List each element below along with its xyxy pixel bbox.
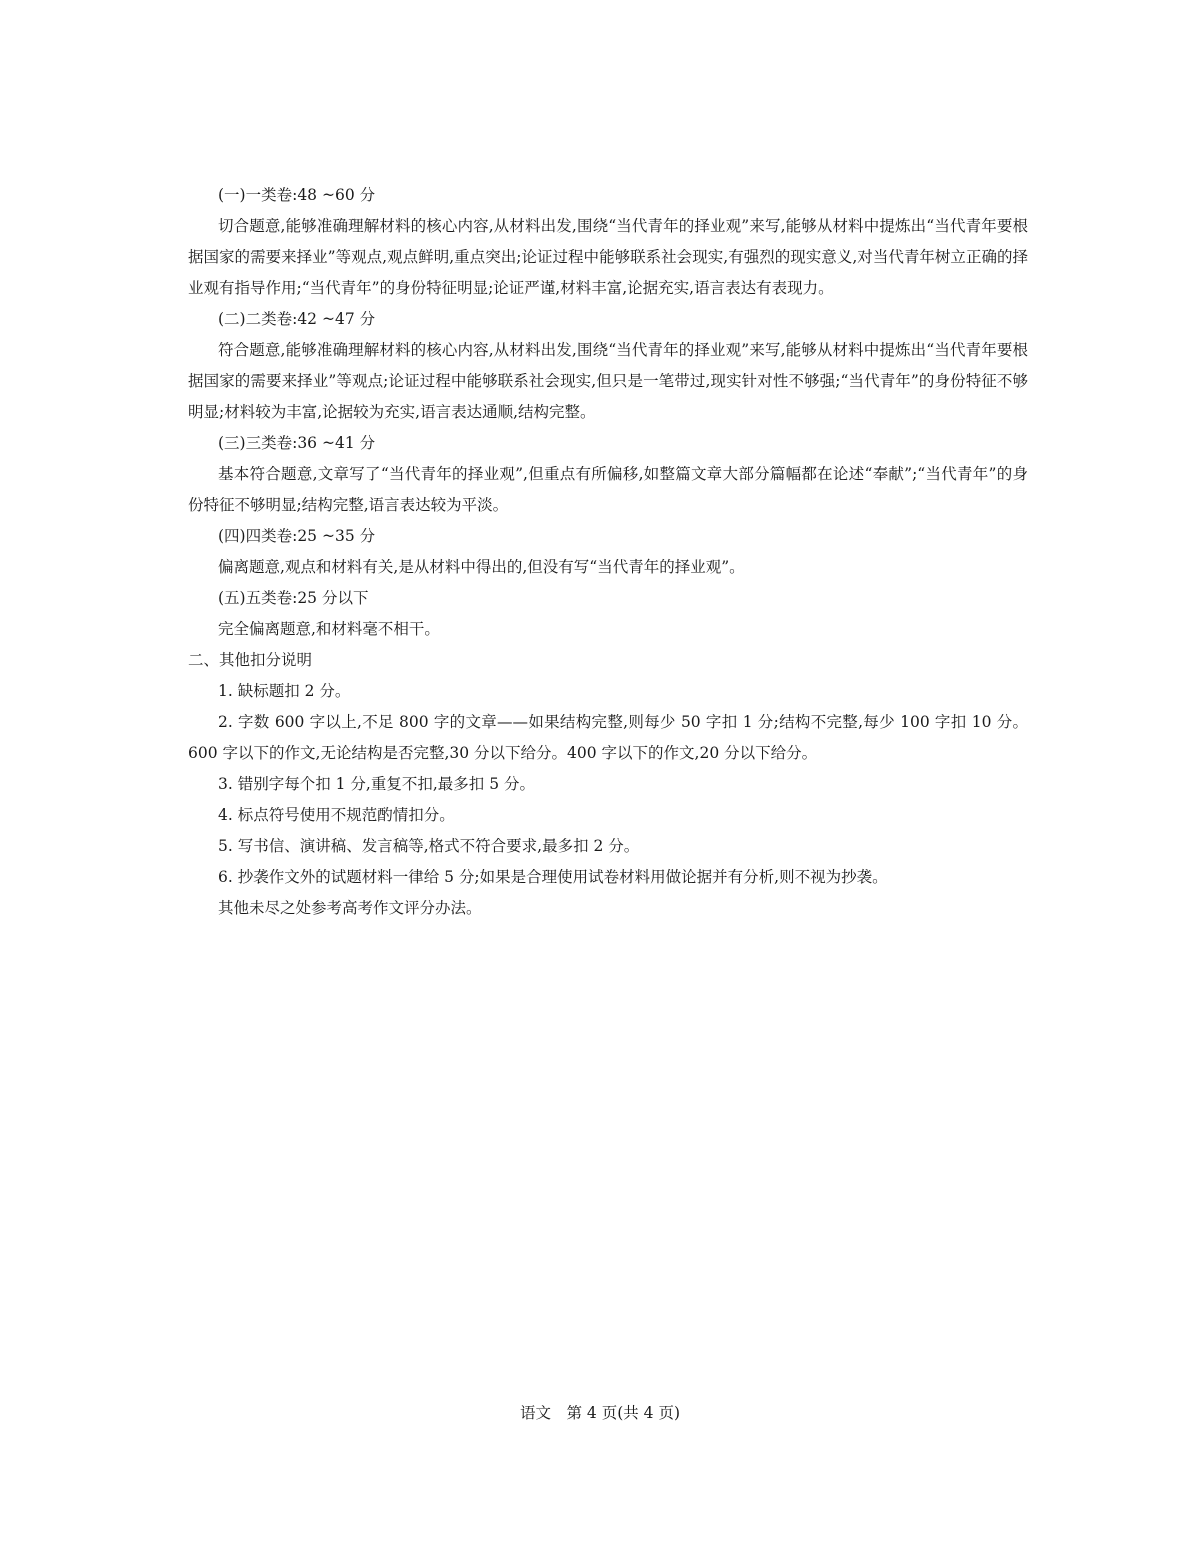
category-5-text: 完全偏离题意,和材料毫不相干。 [218,620,440,638]
deductions-heading: 二、其他扣分说明 [188,651,313,669]
category-1-text: 切合题意,能够准确理解材料的核心内容,从材料出发,围绕“当代青年的择业观”来写,能够从材料中提炼出“当代青年要根据国家的需要来择业”等观点,观点鲜明,重点突出;论证过程中能够联系社会现实,有强烈的现实意义,对当代青年树立正确的择业观有指导作用;“当代青年”的身份特征明显;论证严谨,材料丰富,论据充实,语言表达有表现力。 [188,217,1028,297]
deduction-item-1: 1. 缺标题扣 2 分。 [218,682,351,700]
deduction-item-4: 4. 标点符号使用不规范酌情扣分。 [218,806,455,824]
deduction-item-6: 6. 抄袭作文外的试题材料一律给 5 分;如果是合理使用试卷材料用做论据并有分析,则不视为抄袭。 [218,868,888,886]
category-3-title: (三)三类卷:36 ~41 分 [218,434,376,452]
deduction-item-5: 5. 写书信、演讲稿、发言稿等,格式不符合要求,最多扣 2 分。 [218,837,640,855]
document-body [188,180,1028,924]
deduction-item-2: 2. 字数 600 字以上,不足 800 字的文章——如果结构完整,则每少 50 字扣 1 分;结构不完整,每少 100 字扣 10 分。600 字以下的作文,无论结构是否完整,30 分以下给分。400 字以下的作文,20 分以下给分。 [188,713,1028,762]
category-3-text: 基本符合题意,文章写了“当代青年的择业观”,但重点有所偏移,如整篇文章大部分篇幅都在论述“奉献”;“当代青年”的身份特征不够明显;结构完整,语言表达较为平淡。 [188,465,1028,514]
category-2-title: (二)二类卷:42 ~47 分 [218,310,376,328]
deduction-item-3: 3. 错别字每个扣 1 分,重复不扣,最多扣 5 分。 [218,775,536,793]
category-4-title: (四)四类卷:25 ~35 分 [218,527,376,545]
page-footer: 语文 第 4 页(共 4 页) [519,1404,681,1422]
closing-note: 其他未尽之处参考高考作文评分办法。 [218,899,482,917]
category-4-text: 偏离题意,观点和材料有关,是从材料中得出的,但没有写“当代青年的择业观”。 [218,558,745,576]
category-2-text: 符合题意,能够准确理解材料的核心内容,从材料出发,围绕“当代青年的择业观”来写,能够从材料中提炼出“当代青年要根据国家的需要来择业”等观点;论证过程中能够联系社会现实,但只是一笔带过,现实针对性不够强;“当代青年”的身份特征不够明显;材料较为丰富,论据较为充实,语言表达通顺,结构完整。 [188,341,1028,421]
category-5-title: (五)五类卷:25 分以下 [218,589,369,607]
category-1-title: (一)一类卷:48 ~60 分 [218,186,376,204]
